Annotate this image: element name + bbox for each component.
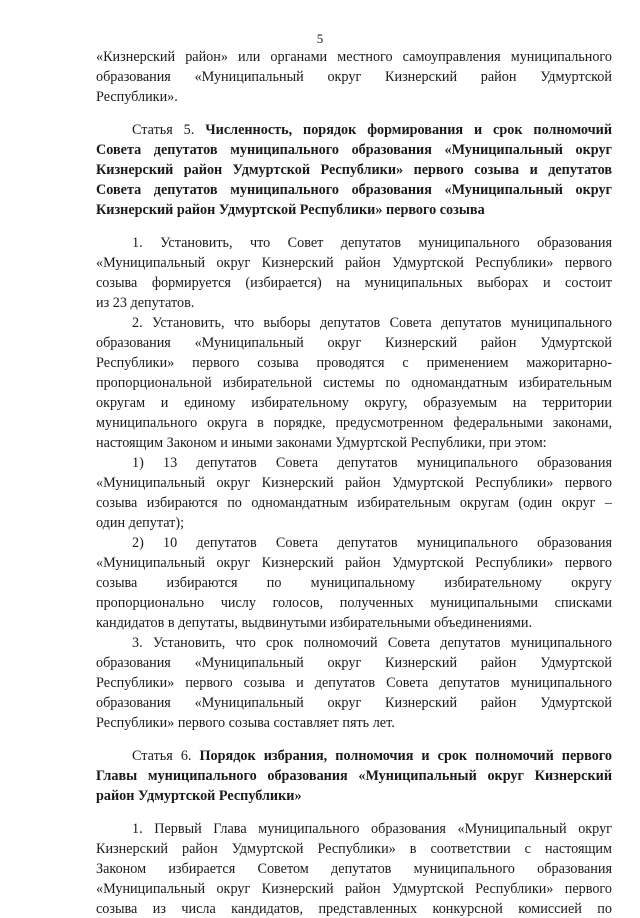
- text-line: [96, 121, 612, 139]
- paragraph-text: муниципального округа в порядке, предусмотренном федеральными законами,: [96, 415, 612, 431]
- paragraph-text: кандидатов в депутаты, выдвинутыми избирательными объединениями.: [96, 615, 532, 631]
- paragraph-text: из 23 депутатов.: [96, 295, 195, 311]
- text-line: [96, 354, 612, 372]
- text-line: [96, 714, 612, 732]
- text-line: [96, 474, 612, 492]
- text-line: [96, 574, 612, 592]
- text-line: [96, 414, 612, 432]
- text-line: [96, 820, 612, 838]
- text-line: [96, 234, 612, 252]
- text-line: [96, 554, 612, 572]
- text-line: [96, 674, 612, 692]
- text-line: [96, 201, 612, 219]
- paragraph-text: «Муниципальный округ Кизнерский район Удмуртской Республики» первого: [96, 555, 612, 571]
- text-line: [96, 254, 612, 272]
- page-number: 5: [316, 31, 324, 46]
- text-line: [96, 294, 612, 312]
- article-heading-text: Совета депутатов муниципального образования «Муниципальный округ: [96, 142, 612, 158]
- text-line: [96, 534, 612, 552]
- paragraph-text: образования «Муниципальный округ Кизнерский район Удмуртской: [96, 695, 612, 711]
- paragraph-text: 1. Первый Глава муниципального образования «Муниципальный округ: [132, 821, 612, 837]
- text-line: [96, 181, 612, 199]
- text-line: [96, 514, 612, 532]
- text-line: [96, 374, 612, 392]
- paragraph-text: 1. Установить, что Совет депутатов муниципального образования: [132, 235, 612, 251]
- text-line: [96, 68, 612, 86]
- text-line: [96, 840, 612, 858]
- article-number: Статья 6.: [132, 748, 200, 764]
- article-number: Статья 5.: [132, 122, 206, 138]
- text-line: [96, 787, 612, 805]
- text-line: [96, 747, 612, 765]
- text-line: [96, 614, 612, 632]
- text-line: [96, 634, 612, 652]
- text-line: [96, 161, 612, 179]
- paragraph-text: созыва из числа кандидатов, представленных конкурсной комиссией по: [96, 901, 612, 917]
- paragraph-text: образования «Муниципальный округ Кизнерский район Удмуртской: [96, 655, 612, 671]
- paragraph-text: созыва избираются по муниципальному избирательному округу: [96, 575, 612, 591]
- article-heading-text: Кизнерский район Удмуртской Республики» первого созыва: [96, 202, 485, 218]
- paragraph-text: «Муниципальный округ Кизнерский район Удмуртской Республики» первого: [96, 255, 612, 271]
- paragraph-text: созыва формируется (избирается) на муниципальных выборах и состоит: [96, 275, 612, 291]
- paragraph-text: 2) 10 депутатов Совета депутатов муниципального образования: [132, 535, 612, 551]
- paragraph-text: образования «Муниципальный округ Кизнерский район Удмуртской: [96, 69, 612, 85]
- text-line: [96, 860, 612, 878]
- text-line: [96, 880, 612, 898]
- article-heading-text: Кизнерский район Удмуртской Республики» первого созыва и депутатов: [96, 162, 612, 178]
- paragraph-text: Республики» первого созыва проводятся с применением мажоритарно-: [96, 355, 612, 371]
- text-line: [96, 694, 612, 712]
- paragraph-text: 1) 13 депутатов Совета депутатов муниципального образования: [132, 455, 612, 471]
- text-line: [96, 767, 612, 785]
- text-line: [96, 454, 612, 472]
- paragraph-text: пропорциональной избирательной системы по одномандатным избирательным: [96, 375, 612, 391]
- article-heading-text: Совета депутатов муниципального образования «Муниципальный округ: [96, 182, 612, 198]
- text-line: [96, 314, 612, 332]
- paragraph-text: «Муниципальный округ Кизнерский район Удмуртской Республики» первого: [96, 475, 612, 491]
- text-line: [96, 274, 612, 292]
- paragraph-text: созыва избираются по одномандатным избирательным округам (один округ –: [96, 495, 612, 511]
- paragraph-text: округам и единому избирательному округу, образуемым на территории: [96, 395, 612, 411]
- text-line: [96, 900, 612, 918]
- text-line: [96, 394, 612, 412]
- text-line: [96, 494, 612, 512]
- article-heading-text: Численность, порядок формирования и срок полномочий: [205, 122, 612, 138]
- paragraph-text: 2. Установить, что выборы депутатов Совета депутатов муниципального: [132, 315, 612, 331]
- paragraph-text: пропорционально числу голосов, полученных муниципальными списками: [96, 595, 612, 611]
- paragraph-text: Республики» первого созыва составляет пять лет.: [96, 715, 395, 731]
- paragraph-text: «Кизнерский район» или органами местного самоуправления муниципального: [96, 49, 612, 65]
- text-line: [96, 594, 612, 612]
- paragraph-text: Кизнерский район Удмуртской Республики» в соответствии с настоящим: [96, 841, 612, 857]
- paragraph-text: Республики» первого созыва и депутатов Совета депутатов муниципального: [96, 675, 612, 691]
- paragraph-text: Республики».: [96, 89, 178, 105]
- text-line: [96, 48, 612, 66]
- text-line: [96, 141, 612, 159]
- paragraph-text: один депутат);: [96, 515, 185, 531]
- paragraph-text: 3. Установить, что срок полномочий Совета депутатов муниципального: [132, 635, 612, 651]
- text-line: [96, 654, 612, 672]
- text-line: [96, 334, 612, 352]
- article-heading-text: Главы муниципального образования «Муниципальный округ Кизнерский: [96, 768, 612, 784]
- paragraph-text: образования «Муниципальный округ Кизнерский район Удмуртской: [96, 335, 612, 351]
- text-line: [96, 434, 612, 452]
- paragraph-text: настоящим Законом и иными законами Удмуртской Республики, при этом:: [96, 435, 547, 451]
- text-line: [96, 88, 612, 106]
- paragraph-text: «Муниципальный округ Кизнерский район Удмуртской Республики» первого: [96, 881, 612, 897]
- article-heading-text: район Удмуртской Республики»: [96, 788, 302, 804]
- paragraph-text: Законом избирается Советом депутатов муниципального образования: [96, 861, 612, 877]
- article-heading-text: Порядок избрания, полномочия и срок полномочий первого: [199, 748, 612, 764]
